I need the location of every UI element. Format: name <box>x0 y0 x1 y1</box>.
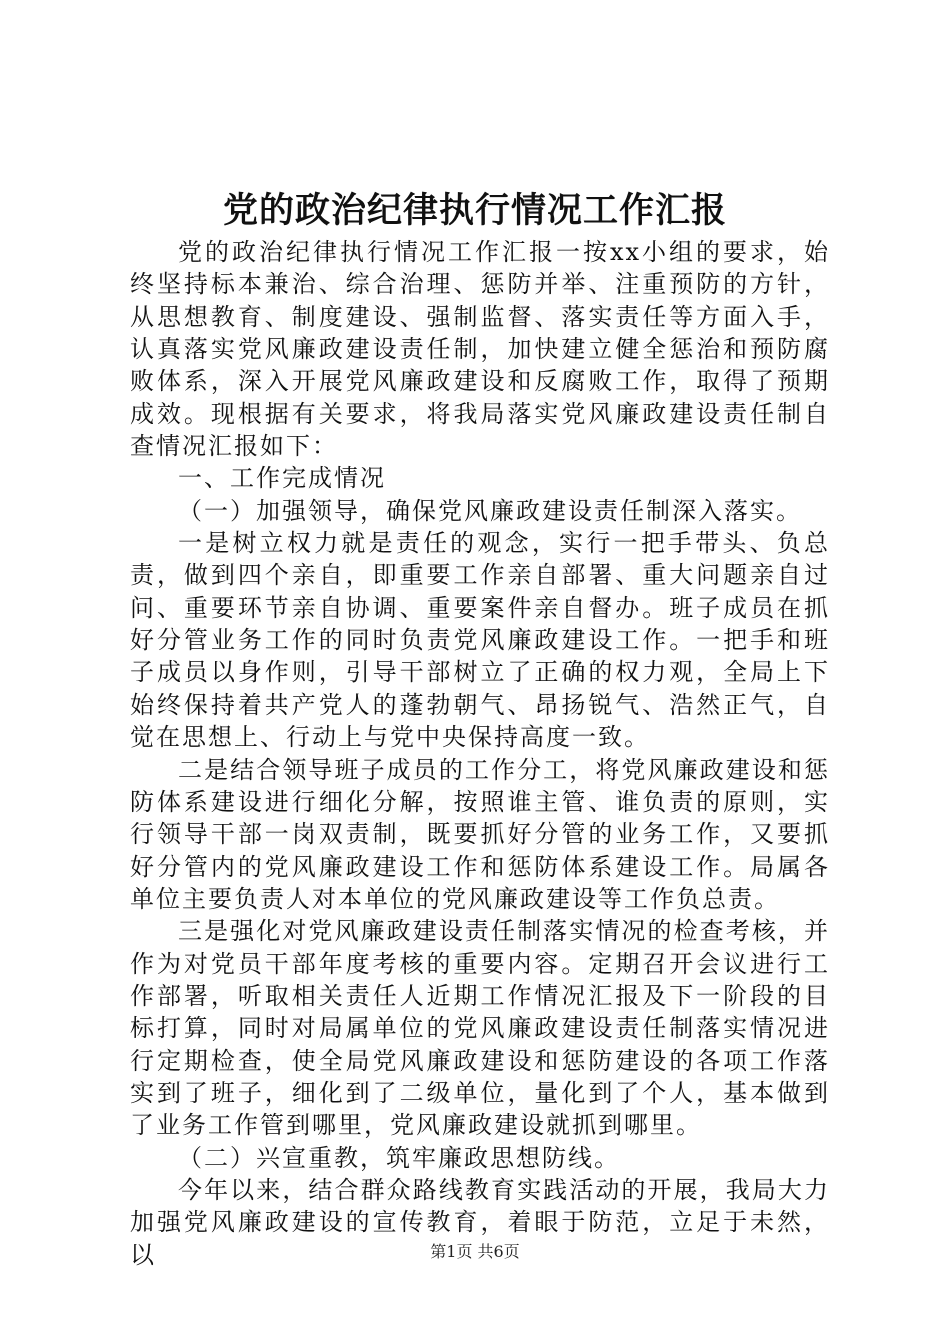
paragraph-point-1: 一是树立权力就是责任的观念，实行一把手带头、负总责，做到四个亲自，即重要工作亲自部署、重大问题亲自过问、重要环节亲自协调、重要案件亲自督办。班子成员在抓好分管业务工作的同时负责党风廉政建设工作。一把手和班子成员以身作则，引导干部树立了正确的权力观，全局上下始终保持着共产党人的蓬勃朝气、昂扬锐气、浩然正气，自觉在思想上、行动上与党中央保持高度一致。 <box>130 529 830 752</box>
document-title: 党的政治纪律执行情况工作汇报 <box>222 190 727 231</box>
paragraph-intro: 党的政治纪律执行情况工作汇报一按xx小组的要求，始终坚持标本兼治、综合治理、惩防并举、注重预防的方针，从思想教育、制度建设、强制监督、落实责任等方面入手，认真落实党风廉政建设责任制，加快建立健全惩治和预防腐败体系，深入开展党风廉政建设和反腐败工作，取得了预期成效。现根据有关要求，将我局落实党风廉政建设责任制自查情况汇报如下： <box>130 238 830 461</box>
paragraph-education: 今年以来，结合群众路线教育实践活动的开展，我局大力加强党风廉政建设的宣传教育，着眼于防范，立足于未然，以 <box>130 1175 830 1269</box>
subsection-heading-2: （二）兴宣重教，筑牢廉政思想防线。 <box>178 1143 620 1172</box>
page-number-footer: 第1页 共6页 <box>430 1242 520 1261</box>
section-heading-1: 一、工作完成情况 <box>178 464 386 493</box>
document-body <box>130 236 830 1271</box>
subsection-heading-1: （一）加强领导，确保党风廉政建设责任制深入落实。 <box>178 496 802 525</box>
paragraph-point-2: 二是结合领导班子成员的工作分工，将党风廉政建设和惩防体系建设进行细化分解，按照谁主管、谁负责的原则，实行领导干部一岗双责制，既要抓好分管的业务工作，又要抓好分管内的党风廉政建设工作和惩防体系建设工作。局属各单位主要负责人对本单位的党风廉政建设等工作负总责。 <box>130 755 830 913</box>
paragraph-point-3: 三是强化对党风廉政建设责任制落实情况的检查考核，并作为对党员干部年度考核的重要内容。定期召开会议进行工作部署，听取相关责任人近期工作情况汇报及下一阶段的目标打算，同时对局属单位的党风廉政建设责任制落实情况进行定期检查，使全局党风廉政建设和惩防建设的各项工作落实到了班子，细化到了二级单位，量化到了个人，基本做到了业务工作管到哪里，党风廉政建设就抓到哪里。 <box>130 917 830 1140</box>
